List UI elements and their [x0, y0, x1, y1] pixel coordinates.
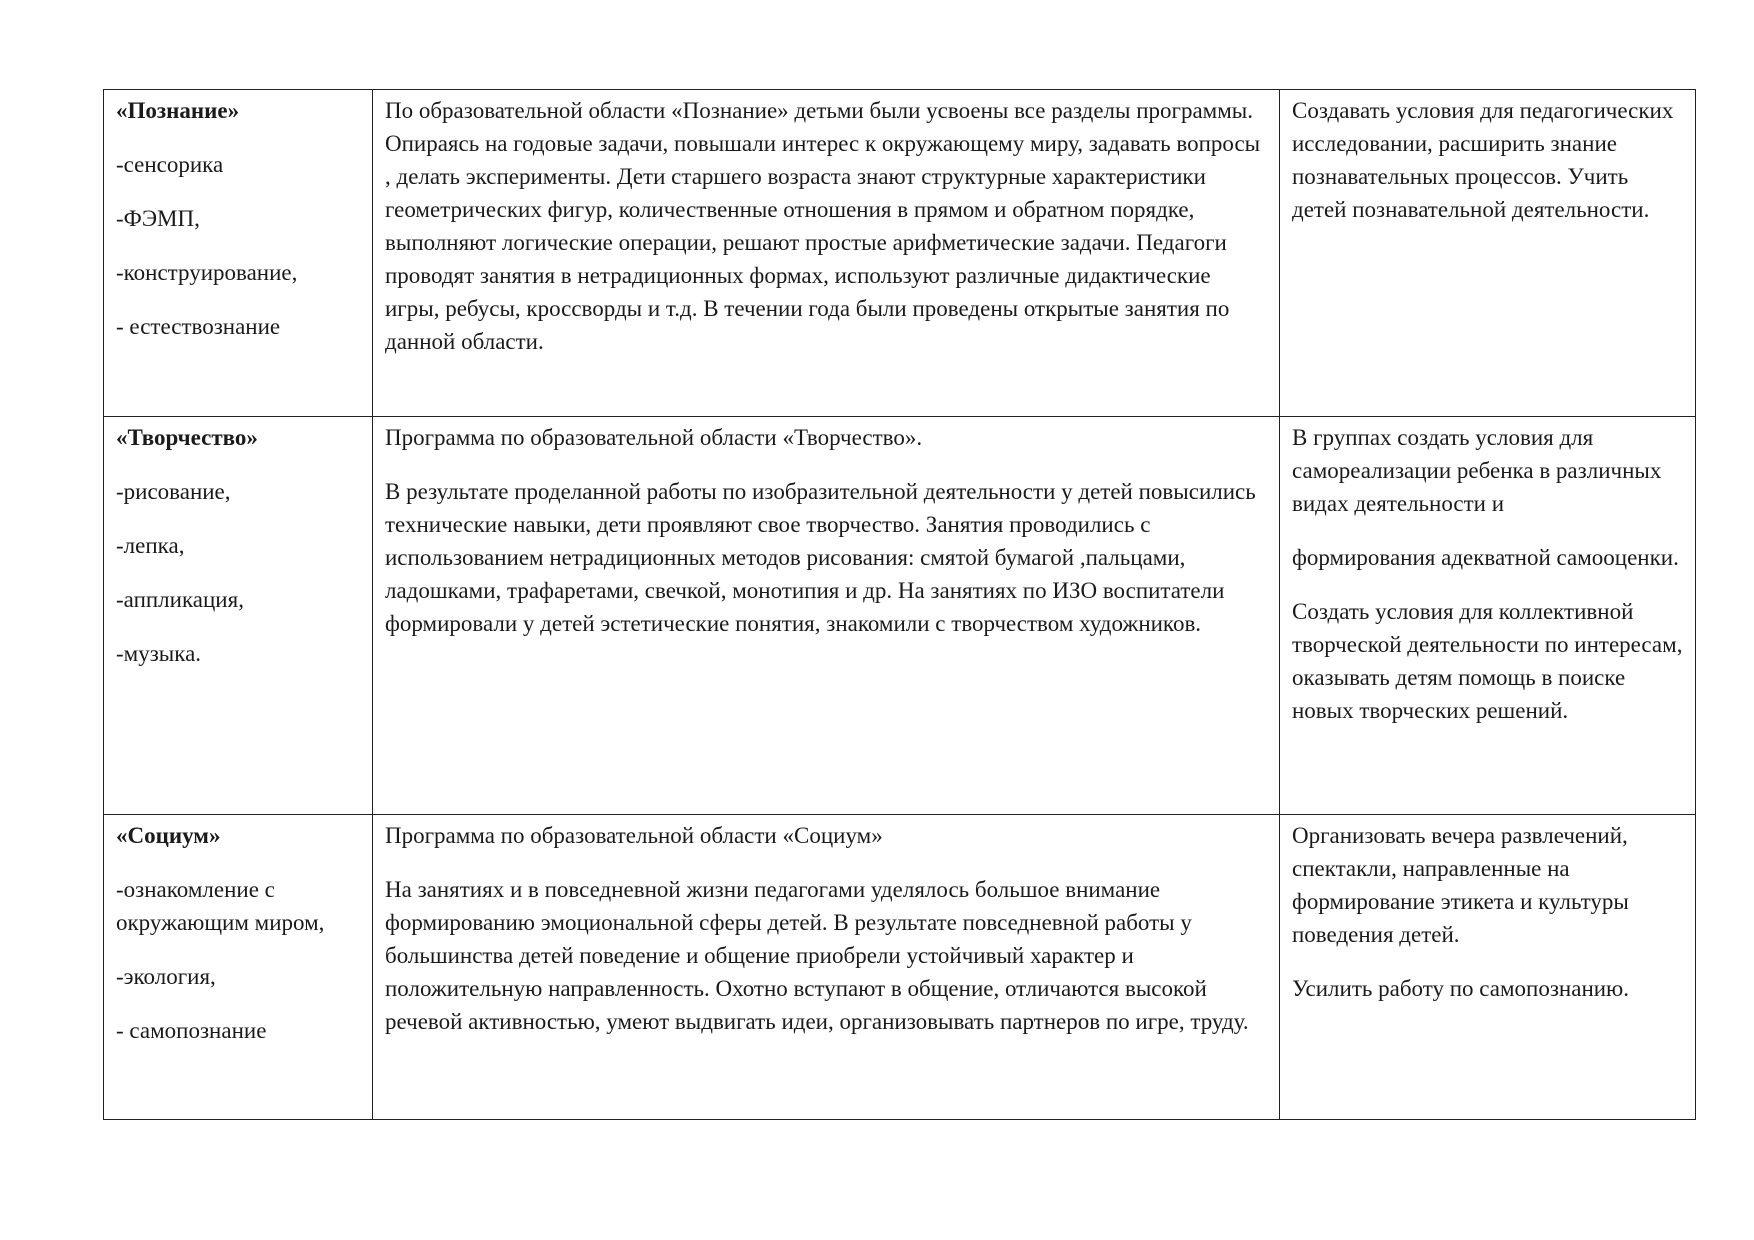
- content-paragraph: В результате проделанной работы по изобразительной деятельности у детей повысились технические навыки, дети проявляют свое творчество. Занятия проводились с использованием нетрадиционных методов рисования: смятой бумагой ,пальцами, ладошками, трафаретами, свечкой, монотипия и др. На занятиях по ИЗО воспитатели формировали у детей эстетические понятия, знакомили с творчеством художников.: [385, 479, 1256, 636]
- content-paragraph: На занятиях и в повседневной жизни педагогами уделялось большое внимание формированию эмоциональной сферы детей. В результате повседневной работы у большинства детей поведение и общение приобрели устойчивый характер и положительную направленность. Охотно вступают в общение, отличаются высокой речевой активностью, умеют выдвигать идеи, организовывать партнеров по игре, труду.: [385, 877, 1249, 1034]
- area-title: «Познание»: [116, 98, 240, 123]
- task-paragraph: Организовать вечера развлечений, спектакли, направленные на формирование этикета и культуры поведения детей.: [1292, 823, 1629, 947]
- content-cell: [373, 815, 1280, 1120]
- content-cell: [373, 90, 1280, 417]
- area-subsection: - самопознание: [116, 1018, 267, 1043]
- area-subsection: -ФЭМП,: [116, 206, 200, 231]
- content-paragraph: Программа по образовательной области «Социум»: [385, 823, 883, 848]
- tasks-cell: [1280, 90, 1696, 417]
- area-subsection: -музыка.: [116, 641, 202, 666]
- area-cell: [104, 90, 373, 417]
- area-cell: [104, 417, 373, 815]
- table-row: [104, 815, 1696, 1120]
- table-row: [104, 417, 1696, 815]
- area-subsection: -сенсорика: [116, 152, 224, 177]
- tasks-cell: [1280, 417, 1696, 815]
- area-subsection: -конструирование,: [116, 260, 298, 285]
- plan-table: [103, 89, 1696, 1120]
- area-subsection: -ознакомление с окружающим миром,: [116, 877, 325, 935]
- content-cell: [373, 417, 1280, 815]
- task-paragraph: Создать условия для коллективной творческой деятельности по интересам, оказывать детям помощь в поиске новых творческих решений.: [1292, 599, 1683, 723]
- content-paragraph: По образовательной области «Познание» детьми были усвоены все разделы программы. Опираясь на годовые задачи, повышали интерес к окружающему миру, задавать вопросы , делать эксперименты. Дети старшего возраста знают структурные характеристики геометрических фигур, количественные отношения в прямом и обратном порядке, выполняют логические операции, решают простые арифметические задачи. Педагоги проводят занятия в нетрадиционных формах, используют различные дидактические игры, ребусы, кроссворды и т.д. В течении года были проведены открытые занятия по данной области.: [385, 98, 1261, 354]
- content-paragraph: Программа по образовательной области «Творчество».: [385, 425, 923, 450]
- area-subsection: -лепка,: [116, 533, 185, 558]
- table-row: [104, 90, 1696, 417]
- area-cell: [104, 815, 373, 1120]
- task-paragraph: Создавать условия для педагогических исследовании, расширить знание познавательных процессов. Учить детей познавательной деятельности.: [1292, 98, 1674, 222]
- tasks-cell: [1280, 815, 1696, 1120]
- area-subsection: -аппликация,: [116, 587, 244, 612]
- area-subsection: -рисование,: [116, 479, 231, 504]
- area-title: «Творчество»: [116, 425, 258, 450]
- task-paragraph: В группах создать условия для самореализации ребенка в различных видах деятельности и: [1292, 425, 1662, 516]
- area-subsection: - естествознание: [116, 314, 281, 339]
- area-title: «Социум»: [116, 823, 221, 848]
- area-subsection: -экология,: [116, 964, 216, 989]
- task-paragraph: формирования адекватной самооценки.: [1292, 545, 1679, 570]
- task-paragraph: Усилить работу по самопознанию.: [1292, 976, 1629, 1001]
